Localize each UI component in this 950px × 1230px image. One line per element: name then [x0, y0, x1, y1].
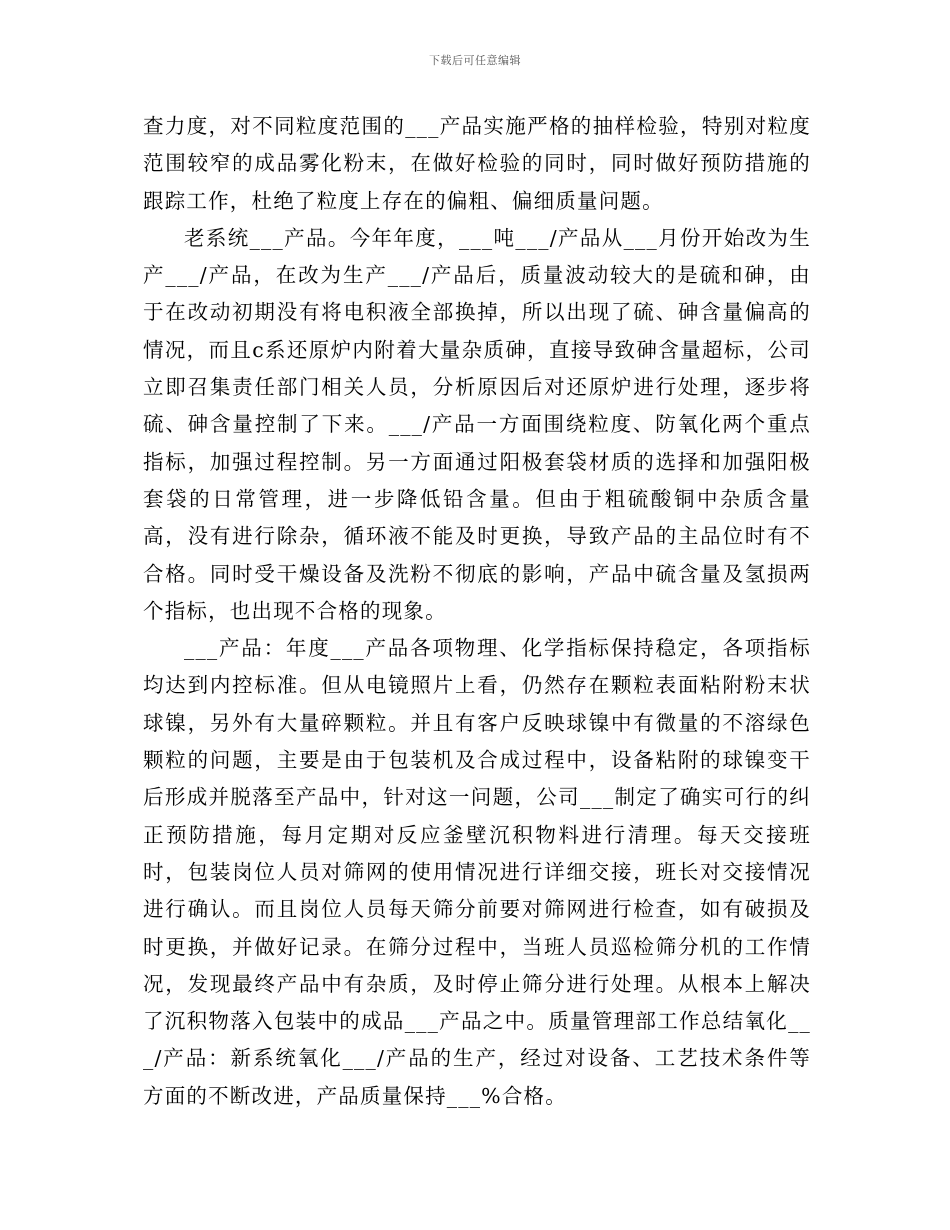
- paragraph-old-system: 老系统___产品。今年年度，___吨___/产品从___月份开始改为生产___/产品，在改为生产___/产品后，质量波动较大的是硫和砷，由于在改动初期没有将电积液全部换掉，所以出现了硫、砷含量偏高的情况，而且c系还原炉内附着大量杂质砷，直接导致砷含量超标，公司立即召集责任部门相关人员，分析原因后对还原炉进行处理，逐步将硫、砷含量控制了下来。___/产品一方面围绕粒度、防氧化两个重点指标，加强过程控制。另一方面通过阳极套袋材质的选择和加强阳极套袋的日常管理，进一步降低铅含量。但由于粗硫酸铜中杂质含量高，没有进行除杂，循环液不能及时更换，导致产品的主品位时有不合格。同时受干燥设备及洗粉不彻底的影响，产品中硫含量及氢损两个指标，也出现不合格的现象。: [143, 225, 811, 623]
- document-body: [143, 108, 811, 1115]
- paragraph-continuation: 查力度，对不同粒度范围的___产品实施严格的抽样检验，特别对粒度范围较窄的成品雾化粉末，在做好检验的同时，同时做好预防措施的跟踪工作，杜绝了粒度上存在的偏粗、偏细质量问题。: [143, 114, 811, 213]
- page-header: 下载后可任意编辑: [429, 54, 521, 67]
- paragraph-product-quality: ___产品：年度___产品各项物理、化学指标保持稳定，各项指标均达到内控标准。但从电镜照片上看，仍然存在颗粒表面粘附粉末状球镍，另外有大量碎颗粒。并且有客户反映球镍中有微量的不溶绿色颗粒的问题，主要是由于包装机及合成过程中，设备粘附的球镍变干后形成并脱落至产品中，针对这一问题，公司___制定了确实可行的纠正预防措施，每月定期对反应釜壁沉积物料进行清理。每天交接班时，包装岗位人员对筛网的使用情况进行详细交接，班长对交接情况进行确认。而且岗位人员每天筛分前要对筛网进行检查，如有破损及时更换，并做好记录。在筛分过程中，当班人员巡检筛分机的工作情况，发现最终产品中有杂质，及时停止筛分进行处理。从根本上解决了沉积物落入包装中的成品___产品之中。质量管理部工作总结氧化___/产品：新系统氧化___/产品的生产，经过对设备、工艺技术条件等方面的不断改进，产品质量保持___%合格。: [143, 636, 811, 1108]
